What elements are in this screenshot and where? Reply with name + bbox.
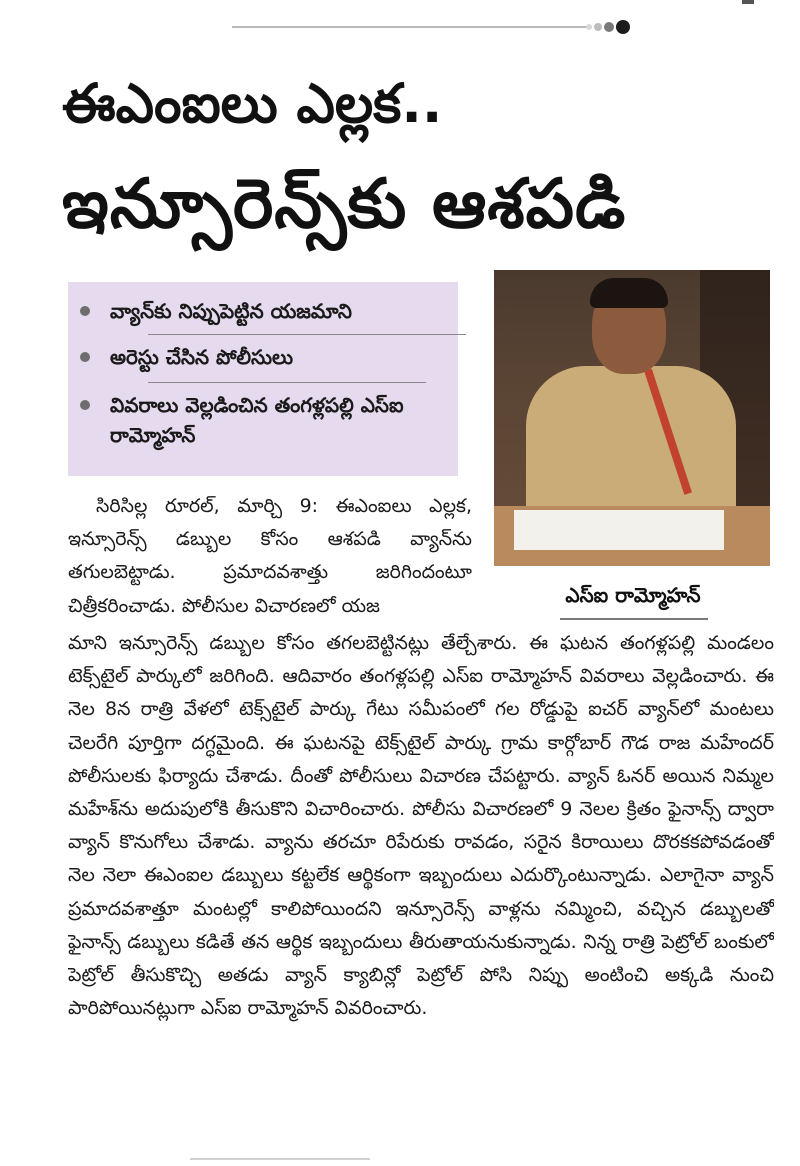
caption-divider <box>560 618 708 620</box>
highlight-divider <box>148 334 466 335</box>
highlights-box <box>68 282 458 476</box>
highlight-item <box>80 390 446 450</box>
headline-line-2: ఇన్సూరెన్స్‌కు ఆశపడి <box>62 165 627 244</box>
story-body-paragraph: మాని ఇన్సూరెన్స్ డబ్బుల కోసం తగలబెట్టినట్లు తేల్చేశారు. ఈ ఘటన తంగళ్లపల్లి మండలం టెక్స్‌టైల్ పార్కులో జరిగింది. ఆదివారం తంగళ్లపల్లి ఎస్ఐ రామ్మోహన్ వివరాలు వెల్లడించారు. ఈ నెల 8న రాత్రి వేళలో టెక్స్‌టైల్ పార్కు గేటు సమీపంలో గల రోడ్డుపై ఐచర్ వ్యాన్‌లో మంటలు చెలరేగి పూర్తిగా దగ్ధమైంది. ఈ ఘటనపై టెక్స్‌టైల్ పార్కు గ్రామ కార్గోబార్ గౌడ రాజ మహేందర్ పోలీసులకు ఫిర్యాదు చేశాడు. దీంతో పోలీసులు విచారణ చేపట్టారు. వ్యాన్ ఓనర్ అయిన నిమ్మల మహేశ్‌ను అదుపులోకి తీసుకొని విచారించారు. పోలీసు విచారణలో 9 నెలల క్రితం ఫైనాన్స్ ద్వారా వ్యాన్ కొనుగోలు చేశాడు. వ్యాను తరచూ రిపేరుకు రావడం, సరైన కిరాయిలు దొరకకపోవడంతో నెల నెలా ఈఎంఐల డబ్బులు కట్టలేక ఆర్థికంగా ఇబ్బందులు ఎదుర్కొంటున్నాడు. ఎలాగైనా వ్యాన్ ప్రమాదవశాత్తూ మంటల్లో కాలిపోయిందని ఇన్సూరెన్స్ వాళ్లను నమ్మించి, వచ్చిన డబ్బులతో ఫైనాన్స్ డబ్బులు కడితే తన ఆర్థిక ఇబ్బందులు తీరుతాయనుకున్నాడు. నిన్న రాత్రి పెట్రోల్ బంకులో పెట్రోల్ తీసుకొచ్చి అతడు వ్యాన్ క్యాబిన్లో పెట్రోల్ పోసి నిప్పు అంటించి అక్కడి నుంచి పారిపోయినట్లుగా ఎస్ఐ రామ్మోహన్ వివరించారు. <box>68 632 774 1020</box>
highlight-text: వివరాలు వెల్లడించిన తంగళ్లపల్లి ఎస్ఐ రామ్మోహన్ <box>110 393 404 447</box>
highlight-divider <box>148 382 426 383</box>
highlight-item <box>80 342 446 372</box>
top-rule <box>232 26 592 28</box>
bullet-icon <box>80 352 90 362</box>
officer-photo <box>494 270 770 566</box>
ornament-dots-icon <box>586 18 630 36</box>
highlight-text: అరెస్టు చేసిన పోలీసులు <box>110 345 294 369</box>
highlight-text: వ్యాన్‌కు నిప్పుపెట్టిన యజమాని <box>110 299 352 323</box>
story-lead-paragraph: సిరిసిల్ల రూరల్, మార్చి 9: ఈఎంఐలు ఎల్లక, ఇన్సూరెన్స్ డబ్బుల కోసం ఆశపడి వ్యాన్‌ను తగులబెట్టాడు. ప్రమాదవశాత్తు జరిగిందంటూ చిత్రీకరించాడు. పోలీసుల విచారణలో యజ <box>68 495 472 617</box>
headline-line-1: ఈఎంఐలు ఎల్లక.. <box>62 72 443 135</box>
photo-caption: ఎస్ఐ రామ్మోహన్ <box>565 583 701 607</box>
bottom-rule <box>190 1158 370 1160</box>
corner-mark <box>742 0 754 4</box>
highlight-item <box>80 296 446 326</box>
bullet-icon <box>80 400 90 410</box>
bullet-icon <box>80 306 90 316</box>
